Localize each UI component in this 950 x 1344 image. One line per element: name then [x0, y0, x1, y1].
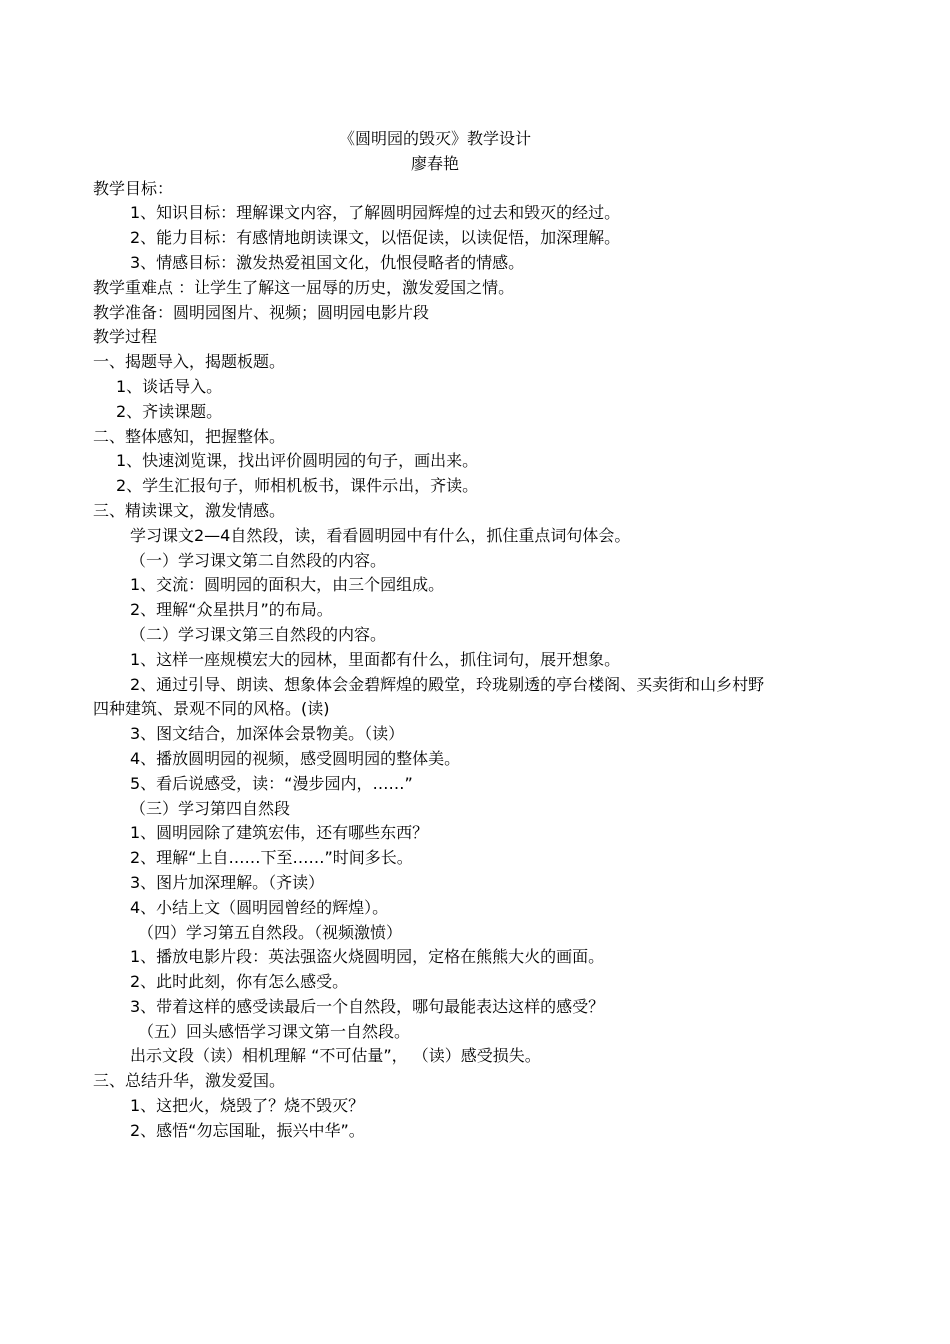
text-line: 5、看后说感受，读：“漫步园内，……”: [130, 773, 413, 793]
text-line: 出示文段（读）相机理解 “不可估量”， （读）感受损失。: [130, 1046, 541, 1066]
text-line: 1、播放电影片段：英法强盗火烧圆明园，定格在熊熊大火的画面。: [130, 947, 605, 967]
text-line: 2、通过引导、朗读、想象体会金碧辉煌的殿堂，玲珑剔透的亭台楼阁、买卖街和山乡村野: [130, 674, 765, 694]
text-line: 2、感悟“勿忘国耻，振兴中华”。: [130, 1120, 365, 1140]
text-line: 2、理解“众星拱月”的布局。: [130, 600, 333, 620]
text-line: 1、这把火，烧毁了？烧不毁灭？: [130, 1096, 365, 1116]
text-line: 2、齐读课题。: [116, 401, 223, 421]
text-line: 教学重难点 ：让学生了解这一屈辱的历史，激发爱国之情。: [93, 277, 515, 297]
text-line: （三）学习第四自然段: [130, 798, 291, 818]
text-line: 1、这样一座规模宏大的园林，里面都有什么，抓住词句，展开想象。: [130, 649, 621, 669]
text-line: 四种建筑、景观不同的风格。(读): [93, 699, 330, 719]
text-line: 2、理解“上自……下至……”时间多长。: [130, 848, 413, 868]
text-line: 学习课文2—4自然段，读，看看圆明园中有什么，抓住重点词句体会。: [130, 525, 631, 545]
text-line: 4、播放圆明园的视频，感受圆明园的整体美。: [130, 748, 461, 768]
text-line: 3、情感目标：激发热爱祖国文化，仇恨侵略者的情感。: [130, 252, 525, 272]
document-body: [93, 127, 873, 1144]
text-line: 二、整体感知，把握整体。: [93, 426, 286, 446]
text-line: 1、圆明园除了建筑宏伟，还有哪些东西？: [130, 823, 429, 843]
text-line: （五）回头感悟学习课文第一自然段。: [138, 1021, 411, 1041]
text-line: 教学准备：圆明园图片、视频；圆明园电影片段: [93, 302, 430, 322]
text-line: （四）学习第五自然段。（视频激愤）: [138, 922, 403, 942]
text-line: 3、图片加深理解。（齐读）: [130, 872, 325, 892]
text-line: 2、能力目标：有感情地朗读课文，以悟促读，以读促悟，加深理解。: [130, 228, 621, 248]
text-line: 3、带着这样的感受读最后一个自然段，哪句最能表达这样的感受？: [130, 996, 605, 1016]
text-line: 4、小结上文（圆明园曾经的辉煌）。: [130, 897, 389, 917]
text-line: 1、交流：圆明园的面积大，由三个园组成。: [130, 575, 445, 595]
text-line: 2、此时此刻，你有怎么感受。: [130, 972, 349, 992]
text-line: 1、谈话导入。: [116, 376, 223, 396]
text-line: 1、快速浏览课，找出评价圆明园的句子，画出来。: [116, 451, 479, 471]
document-lines: [93, 177, 873, 1144]
text-line: 一、揭题导入，揭题板题。: [93, 352, 286, 372]
text-line: 2、学生汇报句子，师相机板书，课件示出，齐读。: [116, 476, 479, 496]
text-line: 三、总结升华，激发爱国。: [93, 1071, 286, 1091]
document-title: 《圆明园的毁灭》教学设计: [338, 129, 531, 148]
text-line: 3、图文结合，加深体会景物美。（读）: [130, 724, 405, 744]
text-line: 教学目标：: [93, 178, 174, 198]
text-line: 教学过程: [93, 327, 158, 347]
document-author: 廖春艳: [410, 153, 459, 173]
text-line: 1、知识目标：理解课文内容，了解圆明园辉煌的过去和毁灭的经过。: [130, 203, 621, 223]
text-line: 三、精读课文，激发情感。: [93, 500, 286, 520]
text-line: （一）学习课文第二自然段的内容。: [130, 550, 387, 570]
text-line: （二）学习课文第三自然段的内容。: [130, 624, 387, 644]
